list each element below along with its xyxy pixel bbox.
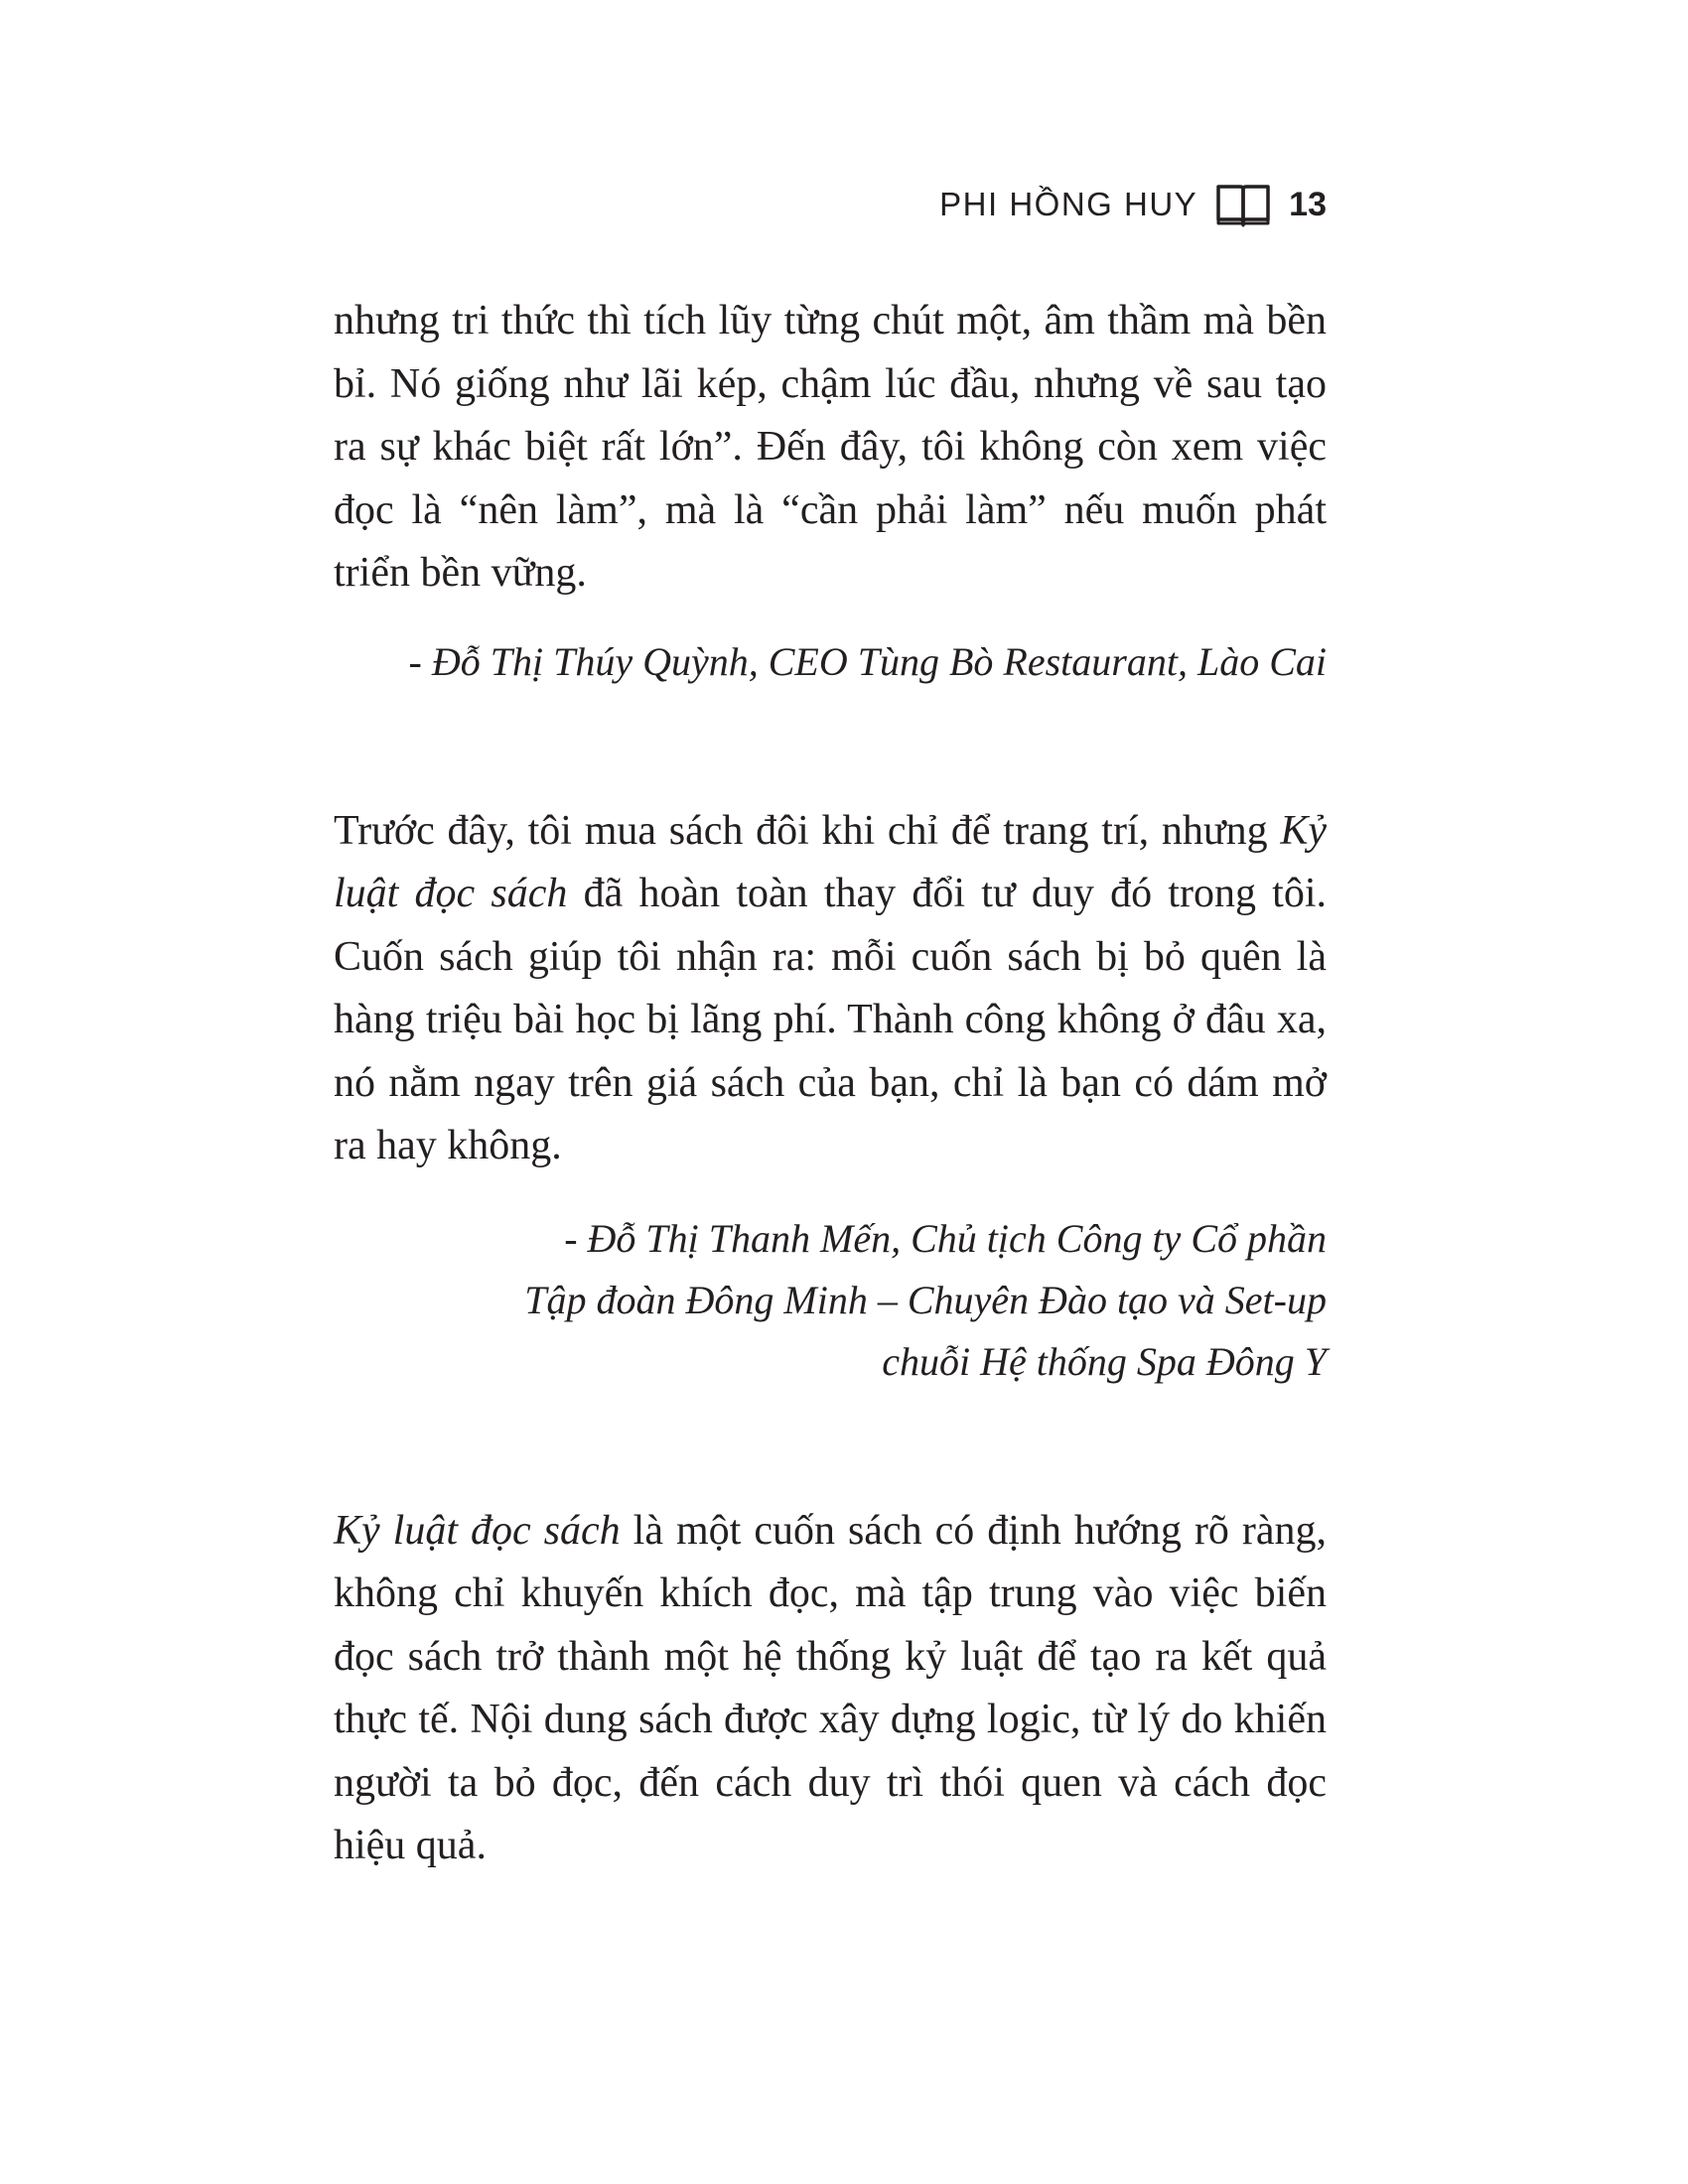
testimonial-paragraph-2 bbox=[334, 800, 1327, 1178]
attribution-line: - Đỗ Thị Thanh Mến, Chủ tịch Công ty Cổ phần bbox=[564, 1215, 1327, 1261]
attribution-line: Tập đoàn Đông Minh – Chuyên Đào tạo và Set-up bbox=[524, 1277, 1327, 1322]
attribution-line: chuỗi Hệ thống Spa Đông Y bbox=[882, 1338, 1327, 1384]
running-header bbox=[334, 177, 1327, 232]
testimonial-paragraph-3 bbox=[334, 1500, 1327, 1878]
testimonial-attribution-1: - Đỗ Thị Thúy Quỳnh, CEO Tùng Bò Restaurant, Lào Cai bbox=[408, 638, 1327, 684]
paragraph-text: là một cuốn sách có định hướng rõ ràng, không chỉ khuyến khích đọc, mà tập trung vào việc biến đọc sách trở thành một hệ thống kỷ luật để tạo ra kết quả thực tế. Nội dung sách được xây dựng logic, từ lý do khiến người ta bỏ đọc, đến cách duy trì thói quen và cách đọc hiệu quả. bbox=[334, 1507, 1328, 1868]
paragraph-text: Trước đây, tôi mua sách đôi khi chỉ để trang trí, nhưng bbox=[334, 807, 1268, 854]
paragraph-text: đã hoàn toàn thay đổi tư duy đó trong tôi. Cuốn sách giúp tôi nhận ra: mỗi cuốn sách bị bỏ quên là hàng triệu bài học bị lãng phí. Thành công không ở đâu xa, nó nằm ngay trên giá sách của bạn, chỉ là bạn có dám mở ra hay không. bbox=[334, 871, 1328, 1168]
testimonial-paragraph-1: nhưng tri thức thì tích lũy từng chút một, âm thầm mà bền bỉ. Nó giống như lãi kép, chậm lúc đầu, nhưng về sau tạo ra sự khác biệt rất lớn”. Đến đây, tôi không còn xem việc đọc là “nên làm”, mà là “cần phải làm” nếu muốn phát triển bền vững. bbox=[334, 298, 1327, 596]
book-title: Kỷ luật đọc sách bbox=[334, 1507, 621, 1554]
book-title: Kỷ luật đọc sách bbox=[334, 807, 1327, 916]
page-number: 13 bbox=[1289, 185, 1327, 223]
page-body bbox=[334, 290, 1327, 1878]
testimonial-attribution-2 bbox=[334, 1208, 1327, 1393]
open-book-icon bbox=[1215, 182, 1271, 227]
running-header-author: PHI HỒNG HUY bbox=[939, 186, 1198, 222]
